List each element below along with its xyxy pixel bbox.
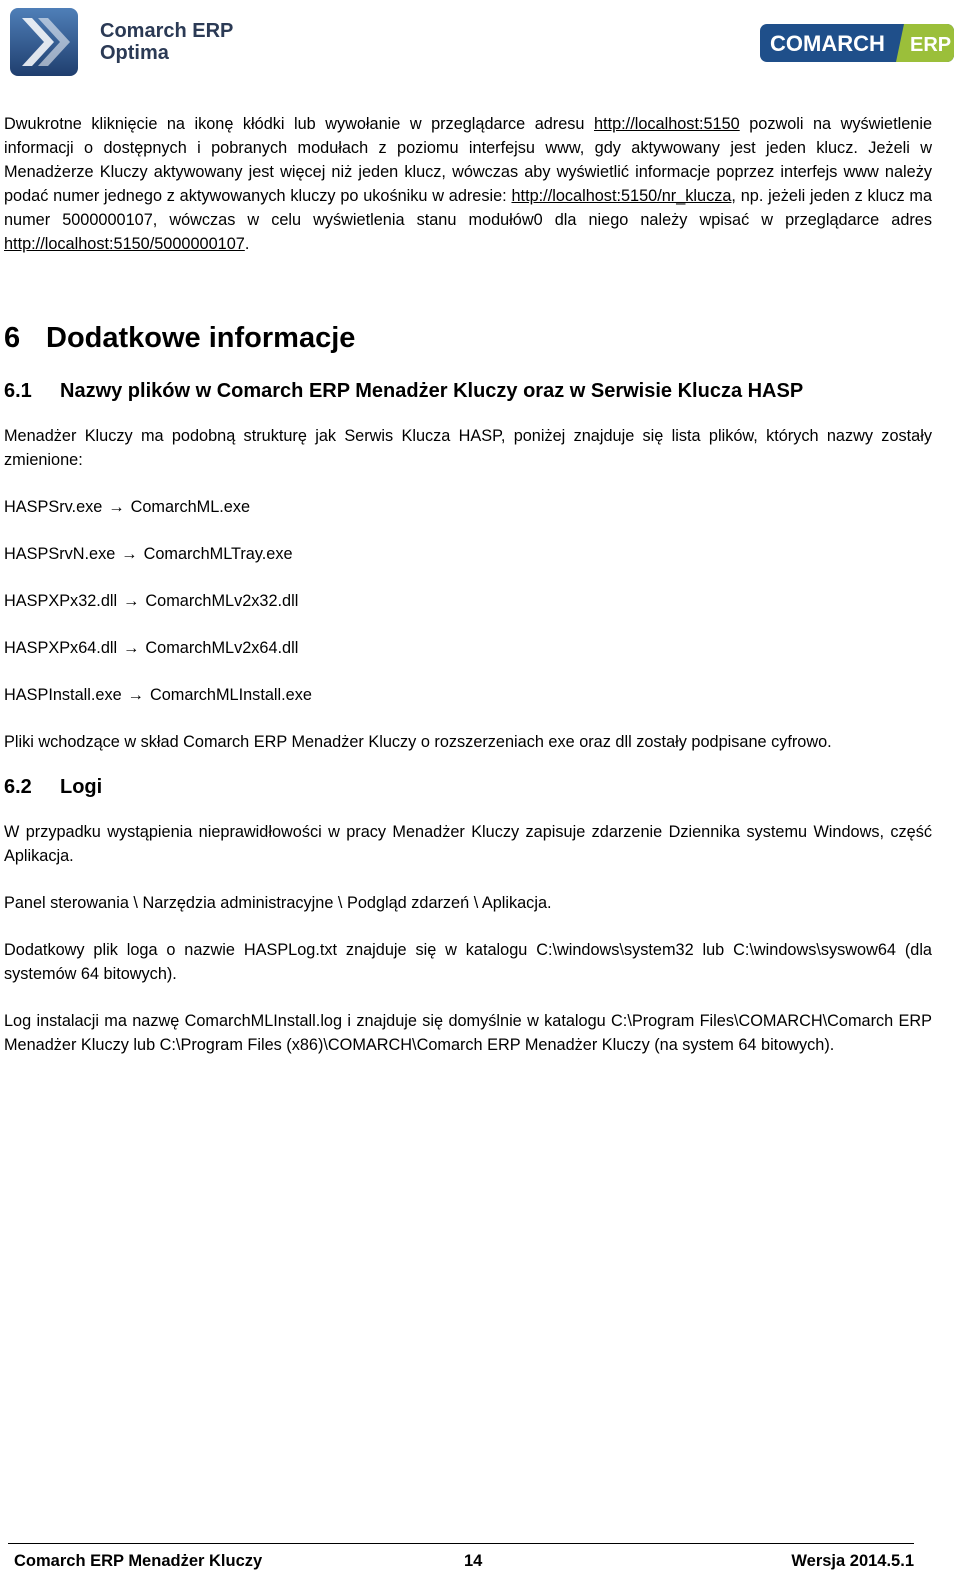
file-mapping-row — [4, 589, 932, 613]
section-6-1-title: Nazwy plików w Comarch ERP Menadżer Kluczy oraz w Serwisie Klucza HASP — [60, 380, 804, 402]
section-6-2-number: 6.2 — [4, 776, 32, 798]
brand-erp-text: ERP — [910, 34, 952, 56]
footer-version: Wersja 2014.5.1 — [791, 1552, 914, 1570]
right-arrow-icon: → — [123, 592, 140, 610]
file-new-name: ComarchMLv2x64.dll — [145, 639, 299, 657]
file-mapping-row — [4, 636, 932, 660]
file-new-name: ComarchMLInstall.exe — [149, 686, 312, 704]
right-arrow-icon: → — [127, 686, 144, 704]
localhost-example-link[interactable]: http://localhost:5150/5000000107 — [4, 235, 245, 253]
page-header — [0, 0, 960, 90]
section-6-number: 6 — [4, 322, 21, 354]
brand-comarch-text: COMARCH — [770, 31, 885, 56]
file-mapping-row — [4, 683, 932, 707]
files-intro-paragraph: Menadżer Kluczy ma podobną strukturę jak Serwis Klucza HASP, poniżej znajduje się lista plików, których nazwy zostały zmienione: — [4, 427, 932, 469]
signed-files-paragraph: Pliki wchodzące w skład Comarch ERP Menadżer Kluczy o rozszerzeniach exe oraz dll zostały podpisane cyfrowo. — [4, 733, 832, 751]
intro-text-3: , np. jeżeli jeden z klucz ma numer 5000000107, wówczas w celu wyświetlenia stanu modułów0 dla niego należy wpisać w przeglądarce adres — [4, 187, 932, 229]
file-new-name: ComarchMLTray.exe — [143, 545, 293, 563]
file-old-name: HASPInstall.exe — [4, 686, 122, 704]
section-6-2-heading — [4, 772, 932, 802]
localhost-link[interactable]: http://localhost:5150 — [593, 115, 740, 133]
logs-paragraph-4: Log instalacji ma nazwę ComarchMLInstall.log i znajduje się domyślnie w katalogu C:\Program Files\COMARCH\Comarch ERP Menadżer Kluczy lub C:\Program Files (x86)\COMARCH\Comarch ERP Menadżer Kluczy (na system 64 bitowych). — [4, 1012, 932, 1054]
logs-paragraph-3: Dodatkowy plik loga o nazwie HASPLog.txt znajduje się w katalogu C:\windows\system32 lub C:\windows\syswow64 (dla systemów 64 bitowych). — [4, 941, 932, 983]
section-6-2-title: Logi — [60, 776, 103, 798]
localhost-key-link[interactable]: http://localhost:5150/nr_klucza — [511, 187, 732, 205]
logs-paragraph-1: W przypadku wystąpienia nieprawidłowości w pracy Menadżer Kluczy zapisuje zdarzenie Dziennika systemu Windows, część Aplikacja. — [4, 823, 932, 865]
intro-paragraph — [4, 112, 932, 256]
file-old-name: HASPSrvN.exe — [4, 545, 116, 563]
section-6-1-heading — [4, 376, 932, 406]
file-mapping-row — [4, 542, 932, 566]
file-mapping-row — [4, 495, 932, 519]
comarch-erp-brand-logo — [760, 24, 954, 62]
intro-text-1: Dwukrotne kliknięcie na ikonę kłódki lub wywołanie w przeglądarce adresu — [4, 115, 594, 133]
file-old-name: HASPXPx64.dll — [4, 639, 118, 657]
file-old-name: HASPSrv.exe — [4, 498, 103, 516]
product-name-line2: Optima — [100, 42, 169, 64]
right-arrow-icon: → — [108, 498, 125, 516]
file-new-name: ComarchML.exe — [130, 498, 251, 516]
file-old-name: HASPXPx32.dll — [4, 592, 118, 610]
comarch-optima-logo-icon — [8, 6, 80, 78]
section-6-heading — [4, 318, 932, 358]
right-arrow-icon: → — [123, 639, 140, 657]
intro-text-4: . — [244, 235, 250, 253]
document-body — [4, 112, 932, 1057]
footer-product: Comarch ERP Menadżer Kluczy — [14, 1552, 263, 1570]
page-footer — [8, 1543, 914, 1574]
intro-text-2: pozwoli na wyświetlenie informacji o dostępnych i pobranych modułach z poziomu interfejsu www, gdy aktywowany jest jeden klucz. Jeżeli w Menadżerze Kluczy aktywowany jest więcej niż jeden klucz, wówczas aby wyświetlić informacje poprzez interfejs www należy podać numer jednego z aktywowanych kluczy po ukośniku w adresie: — [4, 115, 932, 205]
section-6-title: Dodatkowe informacje — [46, 322, 356, 354]
logs-paragraph-2: Panel sterowania \ Narzędzia administracyjne \ Podgląd zdarzeń \ Aplikacja. — [4, 894, 552, 912]
file-new-name: ComarchMLv2x32.dll — [145, 592, 299, 610]
footer-page-number: 14 — [464, 1552, 483, 1570]
section-6-1-number: 6.1 — [4, 380, 32, 402]
product-name-line1: Comarch ERP — [100, 20, 234, 42]
right-arrow-icon: → — [121, 545, 138, 563]
footer-divider — [8, 1543, 914, 1544]
product-name — [100, 20, 233, 64]
